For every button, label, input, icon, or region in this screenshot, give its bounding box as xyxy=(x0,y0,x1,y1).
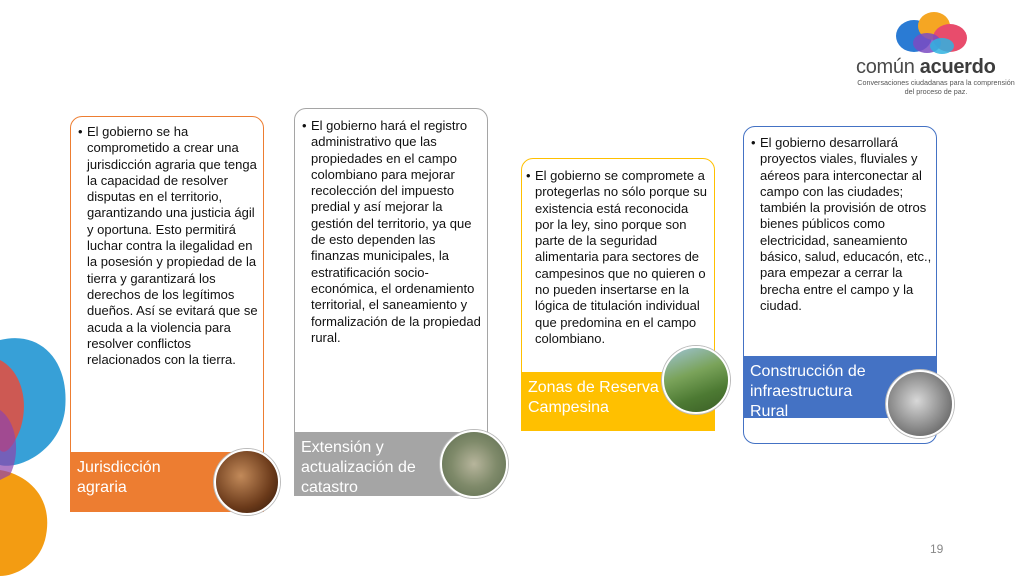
page-number: 19 xyxy=(930,542,944,556)
card-text xyxy=(526,168,710,347)
card-description: El gobierno se compromete a protegerlas no sólo porque su existencia está reconocida por la ley, sino porque son parte de la seguridad alimentaria para sectores de campesinos que no quieren o no pueden insertarse en la lógica de titulación individual que predomina en el campo colombiano. xyxy=(535,168,708,346)
bullet: • xyxy=(751,135,756,150)
card-description: El gobierno desarrollará proyectos viales, fluviales y aéreos para interconectar al campo con las ciudades; también la provisión de otros bienes públicos como electricidad, saneamiento básico, salud, educacón, etc., para empezar a cerrar la brecha entre el campo y la ciudad. xyxy=(760,135,932,313)
card-label: Extensión y actualización de catastro xyxy=(294,432,488,496)
card-text xyxy=(78,124,259,368)
bullet: • xyxy=(78,124,83,139)
gavel-photo xyxy=(214,449,280,515)
logo-tagline: Conversaciones ciudadanas para la comprensión del proceso de paz. xyxy=(857,78,1015,96)
card-description: El gobierno hará el registro administrativo que las propiedades en el campo colombiano para mejorar recolección del impuesto predial y así mejorar la gestión del territorio, ya que de esto dependen las finanzas municipales, la estratificación socio-económica, el ordenamiento territorial, el saneamiento y formalización de la propiedad rural. xyxy=(311,118,481,345)
bullet: • xyxy=(302,118,307,133)
aerial-map-photo xyxy=(440,430,508,498)
card-label: Jurisdicción agraria xyxy=(70,452,264,512)
logo-name: común acuerdo xyxy=(856,56,996,78)
decorative-swirl xyxy=(0,300,80,576)
card-label: Construcción de infraestructura Rural xyxy=(743,356,937,418)
card-text xyxy=(302,118,481,346)
water-photo xyxy=(886,370,954,438)
mountain-photo xyxy=(662,346,730,414)
card-text xyxy=(751,135,932,314)
card-description: El gobierno se ha comprometido a crear una jurisdicción agraria que tenga la capacidad de resolver disputas en el territorio, garantizando una justicia ágil y oportuna. Esto permitirá luchar contra la ilegalidad en la posesión y propiedad de la tierra y garantizará los derechos de los legítimos dueños. Así se evitará que se acuda a la violencia para resolver conflictos relacionados con la tierra. xyxy=(87,124,258,368)
bullet: • xyxy=(526,168,531,183)
card-label: Zonas de Reserva Campesina xyxy=(521,372,715,431)
